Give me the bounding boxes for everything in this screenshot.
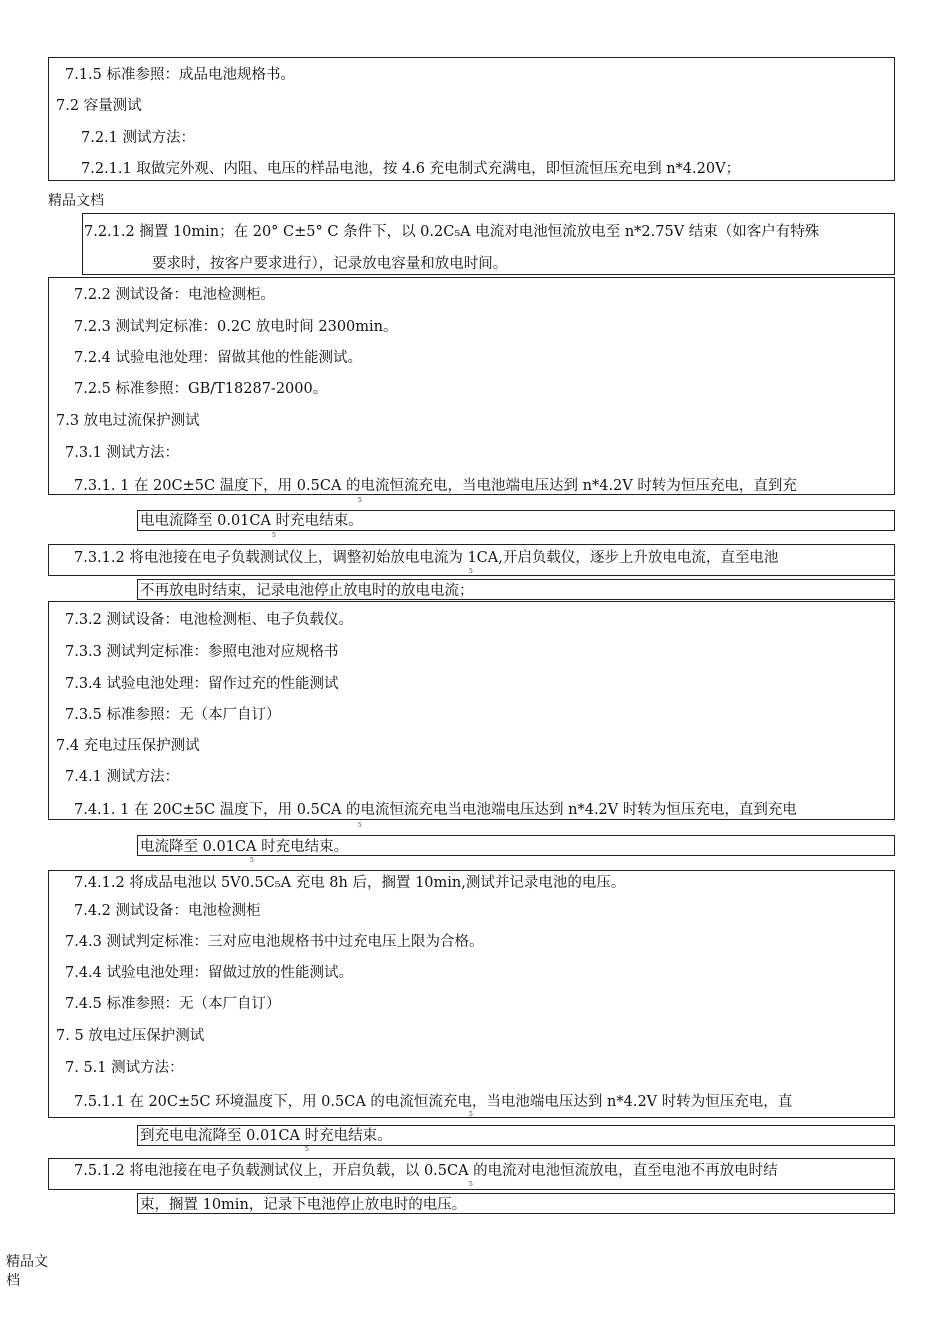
clause-7-4-1-1-cont: 电流降至 0.01CA 时充电结束。 — [140, 839, 349, 855]
clause-7-3-4: 7.3.4 试验电池处理：留作过充的性能测试 — [65, 676, 339, 692]
heading-7-5: 7. 5 放电过压保护测试 — [56, 1028, 205, 1044]
clause-7-2-1-1: 7.2.1.1 取做完外观、内阻、电压的样品电池，按 4.6 充电制式充满电，即恒流恒压充电到 n*4.20V； — [81, 161, 741, 177]
heading-7-4: 7.4 充电过压保护测试 — [56, 738, 200, 754]
page-marker: 5 — [469, 1111, 473, 1118]
clause-7-3-1-2-cont: 不再放电时结束，记录电池停止放电时的放电电流； — [140, 583, 474, 599]
clause-7-5-1-1-cont: 到充电电流降至 0.01CA 时充电结束。 — [140, 1128, 392, 1144]
clause-7-3-1-2: 7.3.1.2 将电池接在电子负载测试仪上，调整初始放电电流为 1CA,开启负载仪，逐步上升放电电流，直至电池 — [74, 550, 779, 566]
page-marker: 5 — [272, 532, 276, 539]
clause-7-3-1-1: 7.3.1. 1 在 20C±5C 温度下，用 0.5CA 的电流恒流充电，当电池端电压达到 n*4.2V 时转为恒压充电，直到充 — [74, 478, 797, 494]
clause-7-3-1: 7.3.1 测试方法： — [65, 445, 180, 461]
clause-7-5-1-2-cont: 束，搁置 10min，记录下电池停止放电时的电压。 — [140, 1197, 467, 1213]
page-marker: 5 — [358, 822, 362, 829]
clause-7-2-1: 7.2.1 测试方法： — [81, 130, 196, 146]
heading-7-2: 7.2 容量测试 — [56, 98, 142, 114]
page-marker: 5 — [358, 497, 362, 504]
clause-7-3-1-1-cont: 电电流降至 0.01CA 时充电结束。 — [140, 513, 363, 529]
clause-7-3-3: 7.3.3 测试判定标准：参照电池对应规格书 — [65, 644, 339, 660]
clause-7-3-5: 7.3.5 标准参照：无（本厂自订） — [65, 707, 281, 723]
watermark-bottom-line1: 精品文 — [6, 1254, 48, 1270]
page-marker: 5 — [469, 568, 473, 575]
watermark-bottom-line2: 档 — [6, 1273, 20, 1289]
clause-7-4-3: 7.4.3 测试判定标准：三对应电池规格书中过充电压上限为合格。 — [65, 934, 484, 950]
clause-7-4-5: 7.4.5 标准参照：无（本厂自订） — [65, 996, 281, 1012]
clause-7-4-1: 7.4.1 测试方法： — [65, 769, 180, 785]
clause-7-4-1-1: 7.4.1. 1 在 20C±5C 温度下，用 0.5CA 的电流恒流充电当电池端电压达到 n*4.2V 时转为恒压充电，直到充电 — [74, 802, 797, 818]
clause-7-5-1-1: 7.5.1.1 在 20C±5C 环境温度下，用 0.5CA 的电流恒流充电，当电池端电压达到 n*4.2V 时转为恒压充电，直 — [74, 1094, 793, 1110]
clause-7-3-2: 7.3.2 测试设备：电池检测柜、电子负载仪。 — [65, 612, 354, 628]
page-marker: 5 — [250, 857, 254, 864]
clause-7-5-1-2: 7.5.1.2 将电池接在电子负载测试仪上，开启负载，以 0.5CA 的电流对电池恒流放电，直至电池不再放电时结 — [74, 1163, 778, 1179]
page-marker: 5 — [469, 1181, 473, 1188]
heading-7-3: 7.3 放电过流保护测试 — [56, 413, 200, 429]
page-marker: 5 — [305, 1146, 309, 1153]
clause-7-5-1: 7. 5.1 测试方法： — [65, 1060, 184, 1076]
clause-7-4-2: 7.4.2 测试设备：电池检测柜 — [74, 903, 261, 919]
clause-7-4-1-2: 7.4.1.2 将成品电池以 5V0.5C₅A 充电 8h 后，搁置 10min,测试并记录电池的电压。 — [74, 875, 626, 891]
clause-7-4-4: 7.4.4 试验电池处理：留做过放的性能测试。 — [65, 965, 354, 981]
watermark-top: 精品文档 — [48, 193, 104, 209]
clause-7-1-5: 7.1.5 标准参照：成品电池规格书。 — [65, 67, 296, 83]
clause-7-2-1-2: 7.2.1.2 搁置 10min；在 20° C±5° C 条件下，以 0.2C₅A 电流对电池恒流放电至 n*2.75V 结束（如客户有特殊 — [84, 224, 820, 240]
clause-7-2-1-2-cont: 要求时，按客户要求进行），记录放电容量和放电时间。 — [152, 256, 508, 272]
clause-7-2-2: 7.2.2 测试设备：电池检测柜。 — [74, 287, 276, 303]
clause-7-2-4: 7.2.4 试验电池处理：留做其他的性能测试。 — [74, 350, 363, 366]
clause-7-2-3: 7.2.3 测试判定标准：0.2C 放电时间 2300min。 — [74, 319, 398, 335]
clause-7-2-5: 7.2.5 标准参照：GB/T18287-2000。 — [74, 381, 328, 397]
